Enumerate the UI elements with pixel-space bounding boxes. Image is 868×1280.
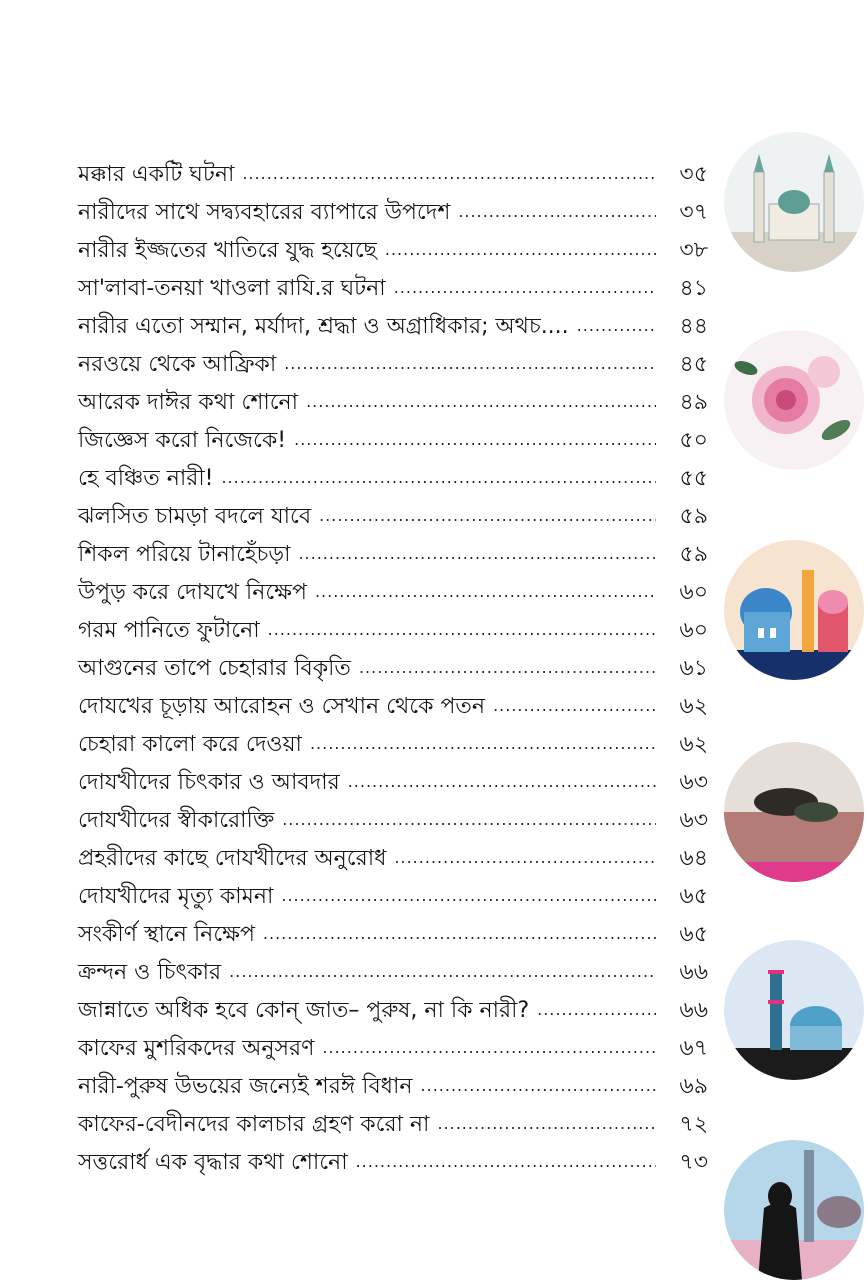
leader-dots — [229, 964, 656, 980]
toc-entry[interactable] — [78, 528, 708, 566]
minaret-illustration-icon — [724, 940, 864, 1080]
leader-dots — [282, 812, 656, 828]
leader-dots — [356, 1154, 656, 1170]
toc-entry-page: ৫০ — [679, 428, 708, 453]
toc-entry[interactable] — [78, 452, 708, 490]
toc-entry-page: ৬৩ — [679, 770, 708, 795]
table-of-contents — [78, 148, 708, 1174]
toc-entry[interactable] — [78, 148, 708, 186]
toc-entry-title: দোযখের চূড়ায় আরোহন ও সেখান থেকে পতন — [78, 694, 486, 719]
toc-entry-title: শিকল পরিয়ে টানাহেঁচড়া — [78, 542, 291, 567]
toc-entry[interactable] — [78, 1098, 708, 1136]
leader-dots — [263, 926, 656, 942]
toc-entry[interactable] — [78, 756, 708, 794]
toc-entry-page: ৩৮ — [679, 238, 708, 263]
toc-entry-page: ৫৯ — [679, 504, 708, 529]
leader-dots — [315, 584, 656, 600]
leader-dots — [310, 736, 656, 752]
toc-entry-title: গরম পানিতে ফুটানো — [78, 618, 260, 643]
toc-entry-title: নারী-পুরুষ উভয়ের জন্যেই শরঈ বিধান — [78, 1074, 413, 1099]
toc-entry[interactable] — [78, 604, 708, 642]
toc-entry-page: ৬৫ — [679, 884, 708, 909]
rose-illustration-icon — [724, 330, 864, 470]
leader-dots — [394, 280, 656, 296]
toc-entry-page: ৬৬ — [679, 960, 708, 985]
toc-entry[interactable] — [78, 490, 708, 528]
toc-entry-title: ক্রন্দন ও চিৎকার — [78, 960, 222, 985]
toc-entry[interactable] — [78, 566, 708, 604]
leader-dots — [281, 888, 656, 904]
toc-entry[interactable] — [78, 870, 708, 908]
toc-entry[interactable] — [78, 984, 708, 1022]
toc-entry[interactable] — [78, 718, 708, 756]
toc-entry-title: জিজ্ঞেস করো নিজেকে! — [78, 428, 287, 453]
leader-dots — [577, 318, 656, 334]
toc-entry[interactable] — [78, 794, 708, 832]
leader-dots — [385, 242, 656, 258]
toc-entry-page: ৬৭ — [679, 1036, 708, 1061]
leader-dots — [359, 660, 656, 676]
toc-entry[interactable] — [78, 300, 708, 338]
woman-minaret-illustration-icon — [724, 1140, 864, 1280]
toc-entry[interactable] — [78, 224, 708, 262]
leader-dots — [242, 166, 656, 182]
toc-entry-title: কাফের মুশরিকদের অনুসরণ — [78, 1036, 315, 1061]
toc-entry-page: ৭৩ — [679, 1150, 708, 1175]
toc-entry-title: দোযখীদের স্বীকারোক্তি — [78, 808, 275, 833]
toc-entry-title: দোযখীদের মৃত্যু কামনা — [78, 884, 274, 909]
leader-dots — [458, 204, 656, 220]
leader-dots — [322, 1040, 656, 1056]
toc-entry[interactable] — [78, 1022, 708, 1060]
leader-dots — [348, 774, 656, 790]
toc-entry-title: নরওয়ে থেকে আফ্রিকা — [78, 352, 277, 377]
toc-entry-title: উপুড় করে দোযখে নিক্ষেপ — [78, 580, 307, 605]
toc-entry-title: আগুনের তাপে চেহারার বিকৃতি — [78, 656, 351, 681]
toc-entry[interactable] — [78, 376, 708, 414]
toc-entry-page: ৪৪ — [679, 314, 708, 339]
toc-entry[interactable] — [78, 186, 708, 224]
toc-entry-page: ৩৫ — [679, 162, 708, 187]
toc-entry-title: হে বঞ্চিত নারী! — [78, 466, 214, 491]
toc-entry[interactable] — [78, 1136, 708, 1174]
toc-entry-title: আরেক দাঈর কথা শোনো — [78, 390, 299, 415]
toc-entry[interactable] — [78, 832, 708, 870]
toc-entry[interactable] — [78, 262, 708, 300]
toc-entry-title: নারীদের সাথে সদ্ব্যবহারের ব্যাপারে উপদেশ — [78, 200, 451, 225]
leader-dots — [221, 470, 656, 486]
toc-entry-title: মক্কার একটি ঘটনা — [78, 162, 235, 187]
toc-entry-page: ৩৭ — [679, 200, 708, 225]
leader-dots — [268, 622, 656, 638]
toc-entry-page: ৬৪ — [679, 846, 708, 871]
leader-dots — [493, 698, 656, 714]
toc-entry-title: চেহারা কালো করে দেওয়া — [78, 732, 302, 757]
leader-dots — [294, 432, 656, 448]
toc-entry-page: ৬০ — [679, 580, 708, 605]
toc-entry-title: সংকীর্ণ স্থানে নিক্ষেপ — [78, 922, 255, 947]
toc-entry-page: ৭২ — [679, 1112, 708, 1137]
toc-entry-title: জান্নাতে অধিক হবে কোন্ জাত– পুরুষ, না কি নারী? — [78, 998, 530, 1023]
toc-entry[interactable] — [78, 642, 708, 680]
toc-entry-title: ঝলসিত চামড়া বদলে যাবে — [78, 504, 312, 529]
mosque-illustration-icon — [724, 132, 864, 272]
toc-entry-title: দোযখীদের চিৎকার ও আবদার — [78, 770, 340, 795]
toc-entry-page: ৪৯ — [679, 390, 708, 415]
toc-entry-page: ৬১ — [679, 656, 708, 681]
toc-entry-page: ৬৩ — [679, 808, 708, 833]
toc-entry[interactable] — [78, 680, 708, 718]
leader-dots — [306, 394, 656, 410]
toc-entry-page: ৫৫ — [679, 466, 708, 491]
toc-entry-page: ৬২ — [679, 732, 708, 757]
toc-entry[interactable] — [78, 414, 708, 452]
toc-entry-page: ৪১ — [679, 276, 708, 301]
toc-entry-title: প্রহরীদের কাছে দোযখীদের অনুরোধ — [78, 846, 387, 871]
leader-dots — [298, 546, 656, 562]
leader-dots — [394, 850, 656, 866]
toc-entry[interactable] — [78, 1060, 708, 1098]
toc-entry-title: কাফের-বেদীনদের কালচার গ্রহণ করো না — [78, 1112, 430, 1137]
toc-entry-page: ৪৫ — [679, 352, 708, 377]
toc-entry[interactable] — [78, 908, 708, 946]
toc-entry-title: সা'লাবা-তনয়া খাওলা রাযি.র ঘটনা — [78, 276, 386, 301]
leader-dots — [437, 1116, 656, 1132]
leader-dots — [421, 1078, 656, 1094]
toc-entry-page: ৬৬ — [679, 998, 708, 1023]
mosque-domes-illustration-icon — [724, 540, 864, 680]
leader-dots — [537, 1002, 656, 1018]
toc-entry-page: ৫৯ — [679, 542, 708, 567]
toc-entry[interactable] — [78, 946, 708, 984]
leader-dots — [319, 508, 656, 524]
fabric-illustration-icon — [724, 742, 864, 882]
toc-entry-page: ৬০ — [679, 618, 708, 643]
toc-entry-title: সত্তরোর্ধ এক বৃদ্ধার কথা শোনো — [78, 1150, 348, 1175]
toc-entry-title: নারীর ইজ্জতের খাতিরে যুদ্ধ হয়েছে — [78, 238, 377, 263]
toc-entry-page: ৬৯ — [679, 1074, 708, 1099]
toc-entry-page: ৬২ — [679, 694, 708, 719]
toc-entry-title: নারীর এতো সম্মান, মর্যাদা, শ্রদ্ধা ও অগ্রাধিকার; অথচ.... — [78, 314, 569, 339]
toc-entry[interactable] — [78, 338, 708, 376]
leader-dots — [284, 356, 656, 372]
toc-entry-page: ৬৫ — [679, 922, 708, 947]
